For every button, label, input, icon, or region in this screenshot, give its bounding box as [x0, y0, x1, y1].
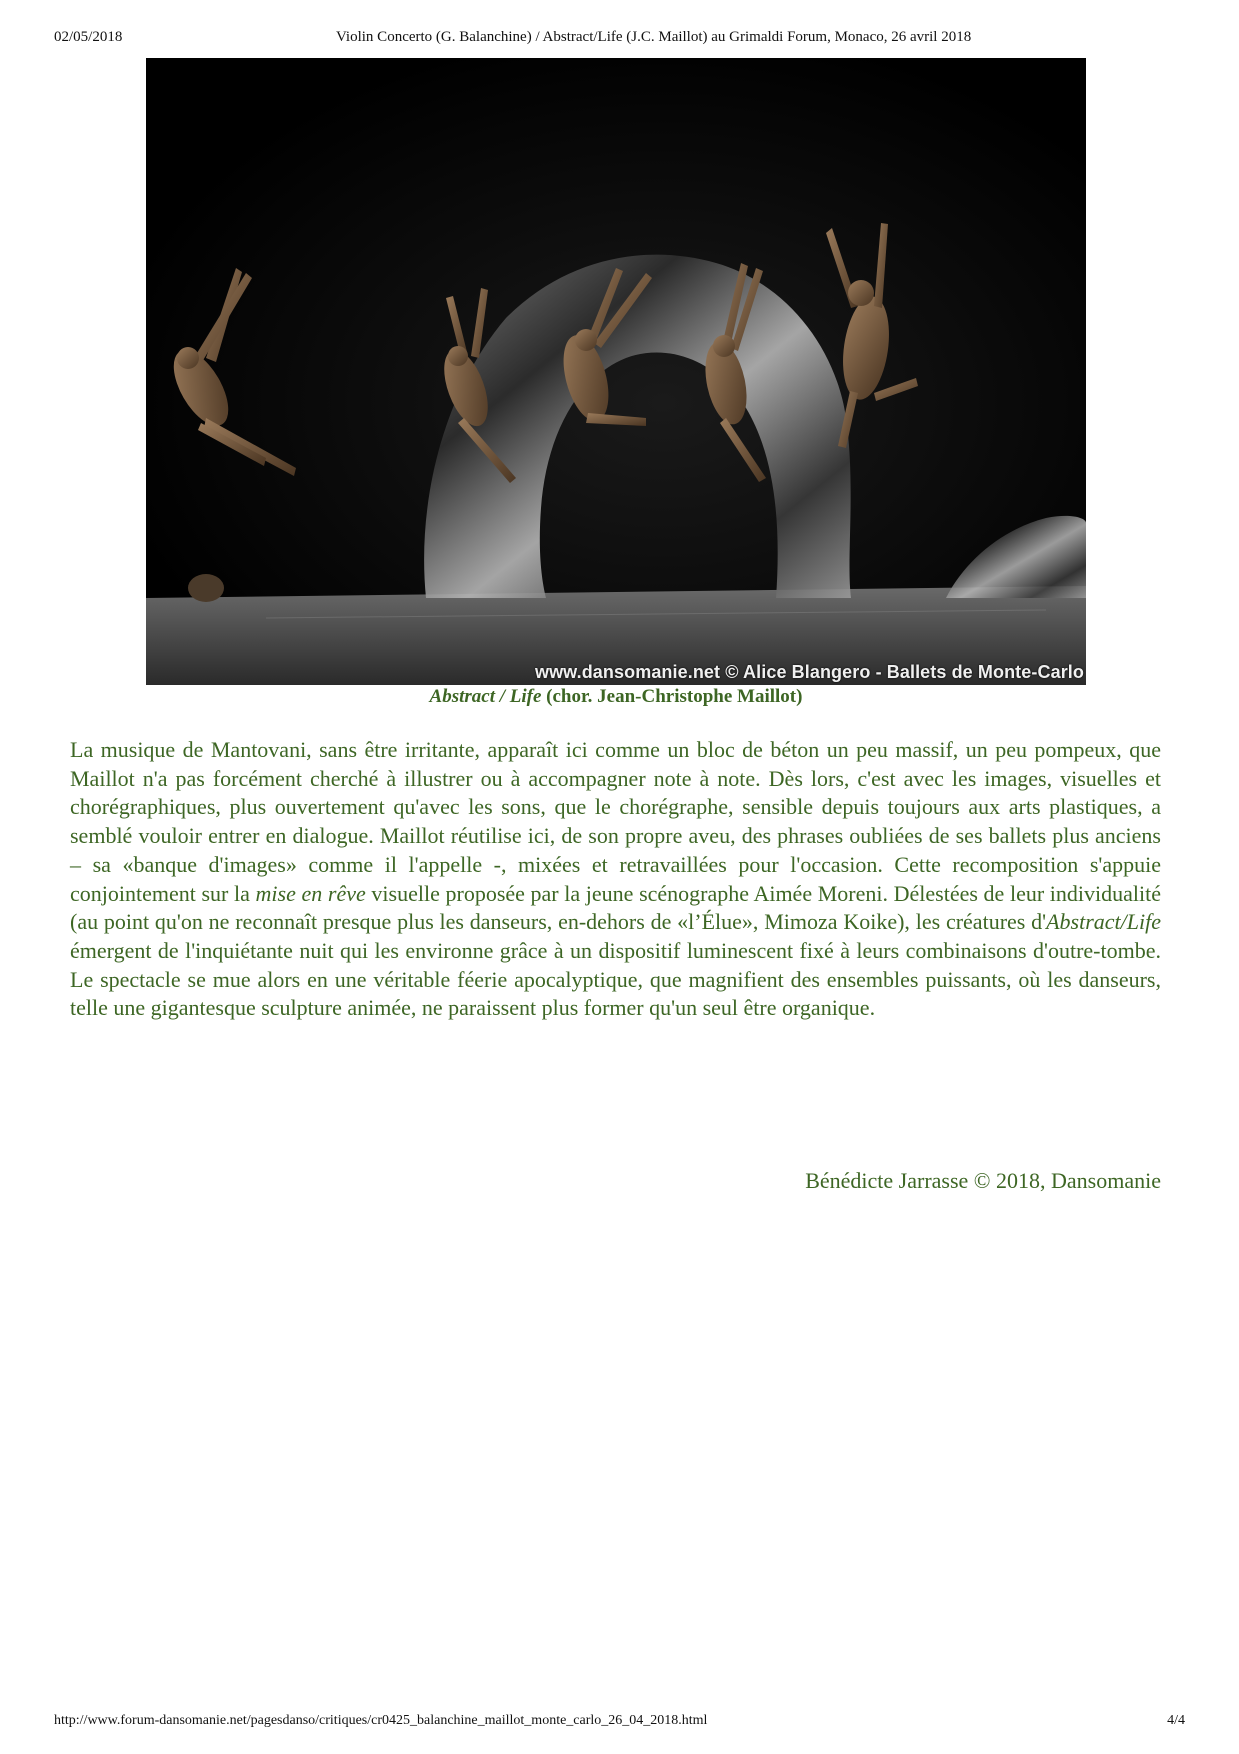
crouching-dancer: [188, 574, 224, 602]
article-emphasis-work-title: Abstract/Life: [1046, 909, 1161, 935]
article-paragraph: [70, 736, 1161, 1023]
print-date: 02/05/2018: [54, 29, 123, 45]
photo-caption: [146, 686, 1086, 708]
article-emphasis-mise-en-reve: mise en rêve: [255, 880, 366, 906]
author-signature: Bénédicte Jarrasse © 2018, Dansomanie: [805, 1168, 1161, 1193]
caption-choreographer: (chor. Jean-Christophe Maillot): [541, 686, 803, 707]
dance-scene-illustration: [146, 58, 1086, 685]
photo-credit: www.dansomanie.net © Alice Blangero - Ballets de Monte-Carlo: [534, 662, 1084, 682]
article-text-part-3: émergent de l'inquiétante nuit qui les environne grâce à un dispositif luminescent fixé à leurs combinaisons d'outre-tombe. Le spectacle se mue alors en une véritable féerie apocalyptique, que magnifient des ensembles puissants, où les danseurs, telle une gigantesque sculpture animée, ne paraissent plus former qu'un seul être organique.: [70, 937, 1161, 1021]
dance-photo: [146, 58, 1086, 685]
page-url[interactable]: http://www.forum-dansomanie.net/pagesdanso/critiques/cr0425_balanchine_maillot_monte_carlo_26_04_2018.html: [54, 1713, 708, 1728]
document-title: Violin Concerto (G. Balanchine) / Abstract/Life (J.C. Maillot) au Grimaldi Forum, Monaco, 26 avril 2018: [336, 29, 972, 45]
article-text-part-1: La musique de Mantovani, sans être irritante, apparaît ici comme un bloc de béton un peu massif, un peu pompeux, que Maillot n'a pas forcément cherché à illustrer ou à accompagner note à note. Dès lors, c'est avec les images, visuelles et chorégraphiques, plus ouvertement qu'avec les sons, que le chorégraphe, sensible depuis toujours aux arts plastiques, a semblé vouloir entrer en dialogue. Maillot réutilise ici, de son propre aveu, des phrases oubliées de ses ballets plus anciens – sa «banque d'images» comme il l'appelle -, mixées et retravaillées pour l'occasion. Cette recomposition s'appuie conjointement sur la: [70, 737, 1161, 906]
article-text-part-2: visuelle proposée par la jeune scénographe Aimée Moreni. Délestées de leur individualité (au point qu'on ne reconnaît presque plus les danseurs, en-dehors de «l’Élue», Mimoza Koike), les créatures d': [70, 880, 1162, 935]
caption-work-title: Abstract / Life: [429, 686, 542, 707]
page-number: 4/4: [1167, 1713, 1185, 1728]
